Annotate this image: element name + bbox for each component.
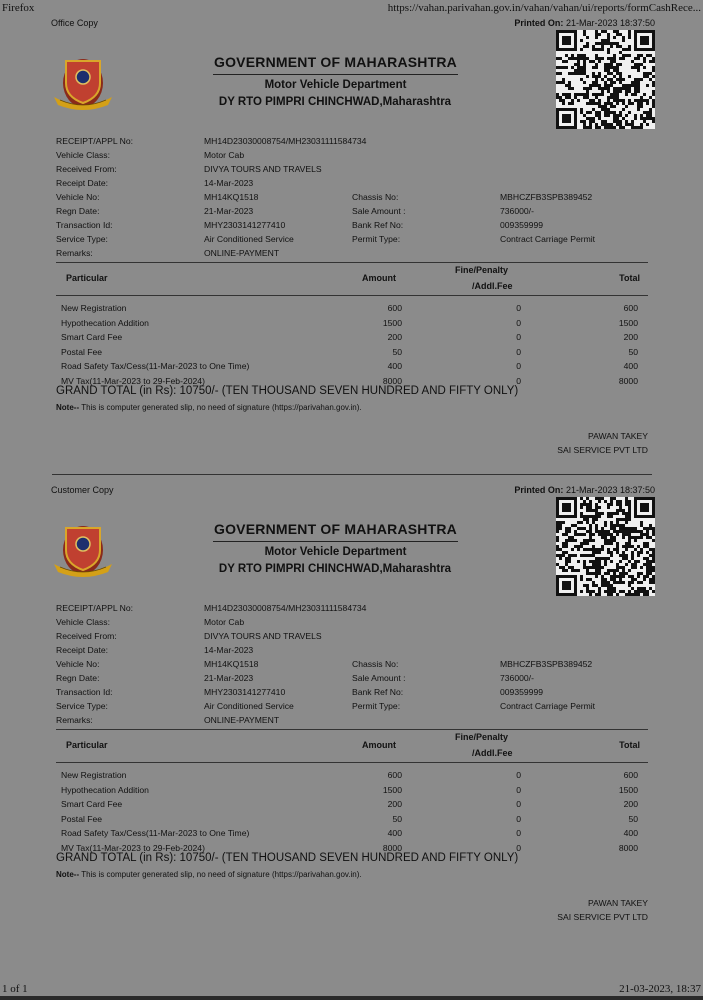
table-header-rule <box>56 762 648 763</box>
field-label: Receipt Date: <box>56 645 109 655</box>
field-label: Remarks: <box>56 248 93 258</box>
field-label: Received From: <box>56 631 117 641</box>
grand-total: GRAND TOTAL (in Rs): 10750/- (TEN THOUSAND SEVEN HUNDRED AND FIFTY ONLY) <box>56 385 519 397</box>
field-value: DIVYA TOURS AND TRAVELS <box>204 631 322 641</box>
row-amount: 8000 <box>382 375 402 386</box>
field-label: Service Type: <box>56 234 108 244</box>
field-value: 21-Mar-2023 <box>204 206 254 216</box>
row-amount: 600 <box>387 770 402 780</box>
header-total: Total <box>619 740 640 750</box>
field-label: Bank Ref No: <box>352 220 404 230</box>
field-label: Service Type: <box>56 701 108 711</box>
field-value: MH14D23030008754/MH23031111584734 <box>204 603 367 613</box>
header-amount: Amount <box>362 273 396 283</box>
field-label: Chassis No: <box>352 659 399 669</box>
field-value: MH14KQ1518 <box>204 192 259 202</box>
field-label: Permit Type: <box>352 701 401 711</box>
field-value: MHY2303141277410 <box>204 220 286 230</box>
page-count: 1 of 1 <box>2 983 28 995</box>
header-fine: Fine/Penalty <box>455 732 509 742</box>
note-text: This is computer generated slip, no need of signature (https://parivahan.gov.in). <box>79 870 362 879</box>
government-title: GOVERNMENT OF MAHARASHTRA <box>214 54 457 70</box>
row-total: 600 <box>623 770 638 780</box>
row-particular: Road Safety Tax/Cess(11-Mar-2023 to One Time) <box>61 828 250 838</box>
field-value: Motor Cab <box>204 617 245 627</box>
grand-total: GRAND TOTAL (in Rs): 10750/- (TEN THOUSAND SEVEN HUNDRED AND FIFTY ONLY) <box>56 852 519 864</box>
row-fine: 0 <box>516 813 521 824</box>
government-title: GOVERNMENT OF MAHARASHTRA <box>214 521 457 537</box>
emblem-icon <box>52 520 114 578</box>
row-fine: 0 <box>516 375 521 386</box>
table-header-rule <box>56 295 648 296</box>
signatory-name: PAWAN TAKEY <box>587 898 648 908</box>
row-fine: 0 <box>516 770 521 780</box>
field-value: Air Conditioned Service <box>204 234 294 244</box>
header-particular: Particular <box>66 740 108 750</box>
row-particular: Postal Fee <box>61 813 103 824</box>
department-title: Motor Vehicle Department <box>264 79 407 91</box>
table-top-rule <box>56 729 648 730</box>
bottom-bar <box>0 996 703 1000</box>
row-amount: 1500 <box>382 784 402 795</box>
field-value: 14-Mar-2023 <box>204 178 254 188</box>
row-fine: 0 <box>516 317 521 328</box>
field-value: Contract Carriage Permit <box>500 234 596 244</box>
row-total: 1500 <box>618 317 638 328</box>
row-amount: 400 <box>387 361 402 371</box>
field-label: Vehicle No: <box>56 659 100 669</box>
row-fine: 0 <box>516 332 521 342</box>
row-total: 600 <box>623 303 638 313</box>
field-value: 736000/- <box>500 206 534 216</box>
row-amount: 200 <box>387 799 402 809</box>
copy-title: Office Copy <box>51 18 98 28</box>
note <box>56 870 362 879</box>
field-label: Transaction Id: <box>56 687 113 697</box>
printed-on: Printed On: 21-Mar-2023 18:37:50 <box>514 18 655 28</box>
field-label: Receipt Date: <box>56 178 109 188</box>
field-value: 009359999 <box>500 687 544 697</box>
department-title: Motor Vehicle Department <box>264 546 407 558</box>
title-underline <box>213 541 458 542</box>
row-particular: Postal Fee <box>61 346 103 357</box>
field-value: 14-Mar-2023 <box>204 645 254 655</box>
row-fine: 0 <box>516 361 521 371</box>
note <box>56 403 362 412</box>
signatory <box>557 429 648 457</box>
field-value: MH14D23030008754/MH23031111584734 <box>204 136 367 146</box>
field-label: Regn Date: <box>56 206 100 216</box>
header-total: Total <box>619 273 640 283</box>
signatory <box>557 896 648 924</box>
field-value: ONLINE-PAYMENT <box>204 715 280 725</box>
printed-on: Printed On: 21-Mar-2023 18:37:50 <box>514 485 655 495</box>
field-label: Permit Type: <box>352 234 401 244</box>
print-datetime: 21-03-2023, 18:37 <box>619 983 701 995</box>
copy-separator <box>52 474 652 475</box>
row-fine: 0 <box>516 799 521 809</box>
row-amount: 50 <box>392 346 402 357</box>
row-total: 50 <box>628 813 638 824</box>
field-label: Sale Amount : <box>352 206 406 216</box>
header-fine-addl: /Addl.Fee <box>472 281 513 291</box>
qr-code-icon <box>556 497 655 596</box>
row-particular: Hypothecation Addition <box>61 317 149 328</box>
row-amount: 50 <box>392 813 402 824</box>
field-label: Chassis No: <box>352 192 399 202</box>
field-value: MBHCZFB3SPB389452 <box>500 659 593 669</box>
row-fine: 0 <box>516 842 521 853</box>
field-value: Motor Cab <box>204 150 245 160</box>
field-label: Vehicle Class: <box>56 617 110 627</box>
table-top-rule <box>56 262 648 263</box>
qr-code-icon <box>556 30 655 129</box>
office-title: DY RTO PIMPRI CHINCHWAD,Maharashtra <box>218 96 452 108</box>
row-amount: 1500 <box>382 317 402 328</box>
field-label: RECEIPT/APPL No: <box>56 603 134 613</box>
row-particular: MV Tax(11-Mar-2023 to 29-Feb-2024) <box>61 375 205 386</box>
note-label: Note-- <box>56 870 80 879</box>
row-fine: 0 <box>516 346 521 357</box>
header-particular: Particular <box>66 273 108 283</box>
field-label: Vehicle No: <box>56 192 100 202</box>
emblem-icon <box>52 53 114 111</box>
row-particular: New Registration <box>61 303 127 313</box>
field-label: Vehicle Class: <box>56 150 110 160</box>
row-total: 400 <box>623 361 638 371</box>
field-label: Regn Date: <box>56 673 100 683</box>
row-amount: 600 <box>387 303 402 313</box>
header-amount: Amount <box>362 740 396 750</box>
signatory-org: SAI SERVICE PVT LTD <box>557 445 648 455</box>
receipt-copy <box>0 18 703 488</box>
field-label: Transaction Id: <box>56 220 113 230</box>
field-label: Received From: <box>56 164 117 174</box>
row-amount: 400 <box>387 828 402 838</box>
row-particular: Smart Card Fee <box>61 332 123 342</box>
field-value: 736000/- <box>500 673 534 683</box>
row-particular: New Registration <box>61 770 127 780</box>
row-total: 8000 <box>618 375 638 386</box>
row-fine: 0 <box>516 303 521 313</box>
field-value: ONLINE-PAYMENT <box>204 248 280 258</box>
field-label: Bank Ref No: <box>352 687 404 697</box>
row-fine: 0 <box>516 828 521 838</box>
receipt-copy <box>0 485 703 955</box>
field-label: Sale Amount : <box>352 673 406 683</box>
field-label: RECEIPT/APPL No: <box>56 136 134 146</box>
row-total: 50 <box>628 346 638 357</box>
row-total: 200 <box>623 332 638 342</box>
row-particular: Smart Card Fee <box>61 799 123 809</box>
field-value: MH14KQ1518 <box>204 659 259 669</box>
row-amount: 200 <box>387 332 402 342</box>
field-value: Air Conditioned Service <box>204 701 294 711</box>
row-particular: MV Tax(11-Mar-2023 to 29-Feb-2024) <box>61 842 205 853</box>
field-value: 21-Mar-2023 <box>204 673 254 683</box>
row-total: 8000 <box>618 842 638 853</box>
header-fine-addl: /Addl.Fee <box>472 748 513 758</box>
signatory-org: SAI SERVICE PVT LTD <box>557 912 648 922</box>
field-value: DIVYA TOURS AND TRAVELS <box>204 164 322 174</box>
field-value: MBHCZFB3SPB389452 <box>500 192 593 202</box>
office-title: DY RTO PIMPRI CHINCHWAD,Maharashtra <box>218 563 452 575</box>
row-amount: 8000 <box>382 842 402 853</box>
browser-app-name: Firefox <box>2 2 35 14</box>
row-total: 1500 <box>618 784 638 795</box>
field-value: Contract Carriage Permit <box>500 701 596 711</box>
row-particular: Road Safety Tax/Cess(11-Mar-2023 to One Time) <box>61 361 250 371</box>
note-text: This is computer generated slip, no need of signature (https://parivahan.gov.in). <box>79 403 362 412</box>
page-url: https://vahan.parivahan.gov.in/vahan/vahan/ui/reports/formCashRece... <box>387 2 701 14</box>
row-total: 200 <box>623 799 638 809</box>
signatory-name: PAWAN TAKEY <box>587 431 648 441</box>
field-value: MHY2303141277410 <box>204 687 286 697</box>
row-particular: Hypothecation Addition <box>61 784 149 795</box>
field-value: 009359999 <box>500 220 544 230</box>
header-fine: Fine/Penalty <box>455 265 509 275</box>
title-underline <box>213 74 458 75</box>
copy-title: Customer Copy <box>51 485 114 495</box>
note-label: Note-- <box>56 403 80 412</box>
row-total: 400 <box>623 828 638 838</box>
row-fine: 0 <box>516 784 521 795</box>
field-label: Remarks: <box>56 715 93 725</box>
